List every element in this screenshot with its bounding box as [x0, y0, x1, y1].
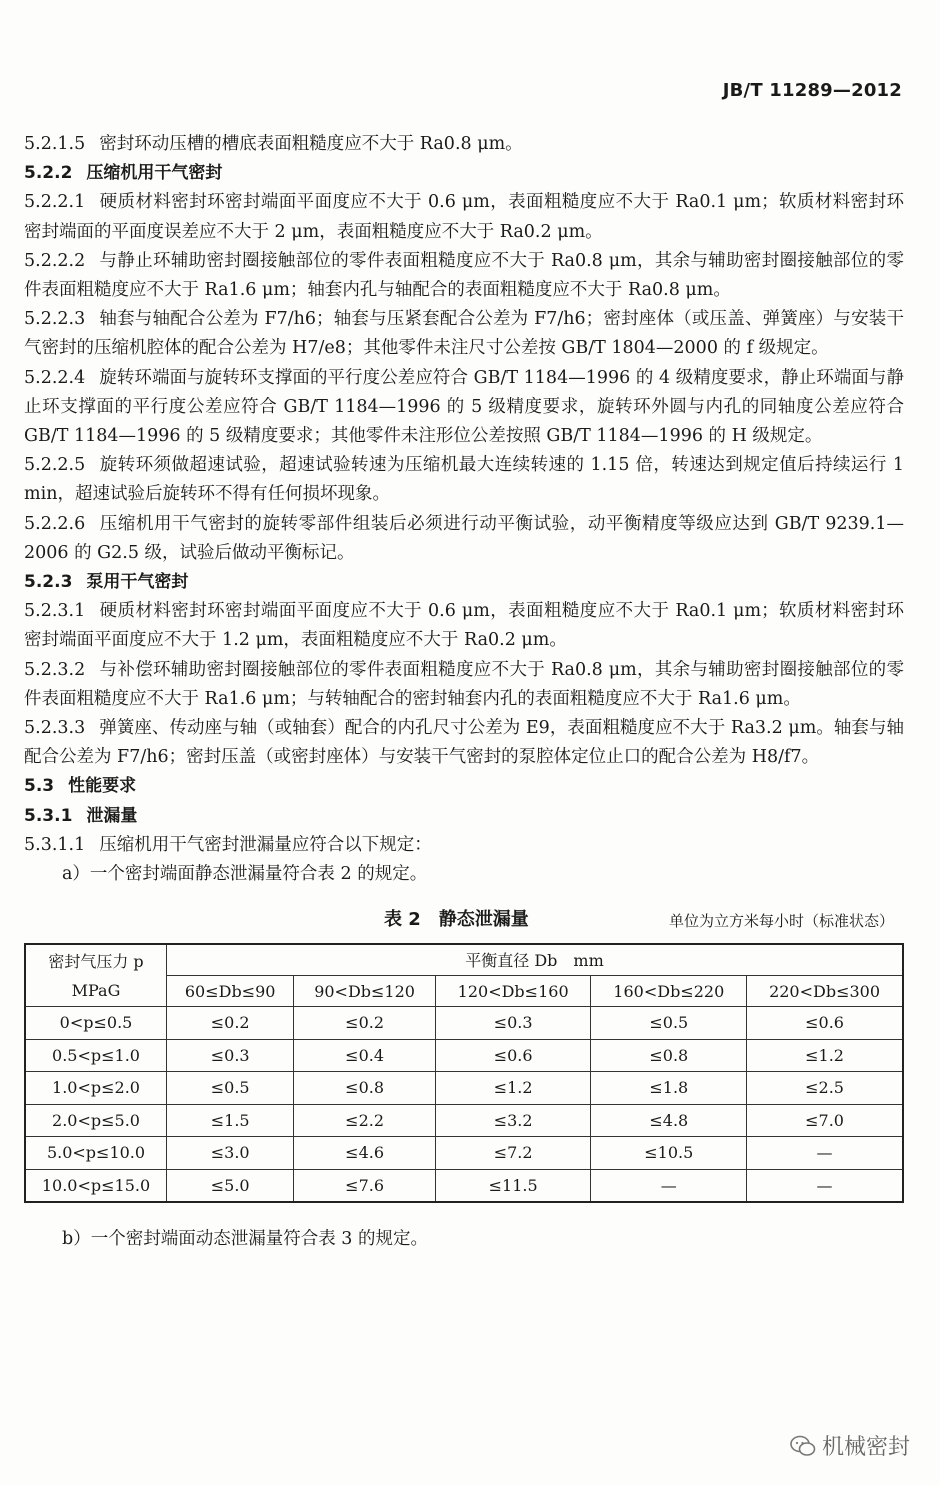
- leakage-cell: ≤4.8: [591, 1104, 747, 1137]
- leakage-cell: ≤2.2: [294, 1104, 435, 1137]
- paragraph: [24, 860, 904, 889]
- clause-number: 5.2.2: [24, 163, 73, 184]
- leakage-cell: ≤0.5: [167, 1072, 294, 1105]
- leakage-cell: —: [747, 1169, 903, 1202]
- watermark: [790, 1430, 910, 1461]
- leakage-cell: ≤0.2: [294, 1007, 435, 1040]
- leakage-cell: ≤1.2: [435, 1072, 591, 1105]
- column-header: 90<Db≤120: [294, 976, 435, 1007]
- clause-text: 弹簧座、传动座与轴（或轴套）配合的内孔尺寸公差为 E9，表面粗糙度应不大于 Ra3.2 μm。轴套与轴配合公差为 F7/h6；密封压盖（或密封座体）与安装干气密封的泵腔体定位止口的配合公差为 H8/f7。: [24, 718, 904, 768]
- leakage-cell: ≤0.8: [591, 1039, 747, 1072]
- paragraphs: [24, 130, 904, 889]
- leakage-cell: ≤7.6: [294, 1169, 435, 1202]
- pressure-header: [25, 944, 167, 1007]
- paragraph: [24, 247, 904, 305]
- table-title: 表 2 静态泄漏量: [384, 909, 529, 931]
- pressure-cell: 0.5<p≤1.0: [25, 1039, 167, 1072]
- clause-text: 泵用干气密封: [86, 572, 189, 593]
- document-body: [24, 130, 904, 1254]
- paragraph: [24, 597, 904, 655]
- leakage-cell: ≤1.2: [747, 1039, 903, 1072]
- section-heading: [24, 772, 904, 801]
- clause-text: 密封环动压槽的槽底表面粗糙度应不大于 Ra0.8 μm。: [99, 134, 523, 154]
- clause-number: 5.2.2.4: [24, 367, 86, 388]
- paragraph: [24, 510, 904, 568]
- clause-number: 5.3.1.1: [24, 834, 86, 855]
- clause-number: 5.2.2.3: [24, 309, 86, 330]
- paragraph: [24, 656, 904, 714]
- pressure-cell: 2.0<p≤5.0: [25, 1104, 167, 1137]
- table-row: [25, 1039, 903, 1072]
- leakage-cell: ≤0.2: [167, 1007, 294, 1040]
- leakage-cell: —: [747, 1137, 903, 1170]
- pressure-cell: 5.0<p≤10.0: [25, 1137, 167, 1170]
- clause-text: 轴套与轴配合公差为 F7/h6；轴套与压紧套配合公差为 F7/h6；密封座体（或压盖、弹簧座）与安装干气密封的压缩机腔体的配合公差为 H7/e8；其他零件未注尺寸公差按 GB/T 1804—2000 的 f 级规定。: [24, 309, 904, 359]
- table-caption-row: [24, 905, 904, 935]
- paragraph: [24, 831, 904, 860]
- leakage-cell: ≤3.2: [435, 1104, 591, 1137]
- leakage-cell: ≤1.5: [167, 1104, 294, 1137]
- clause-number: 5.2.1.5: [24, 134, 86, 154]
- clause-text: 旋转环端面与旋转环支撑面的平行度公差应符合 GB/T 1184—1996 的 4 级精度要求，静止环端面与静止环支撑面的平行度公差应符合 GB/T 1184—1996 的 5 级精度要求，旋转环外圆与内孔的同轴度公差应符合 GB/T 1184—1996 的 5 级精度要求；其他零件未注形位公差按照 GB/T 1184—1996 的 H 级规定。: [24, 367, 904, 447]
- diameter-group-header: 平衡直径 Db mm: [167, 944, 904, 976]
- leakage-cell: ≤0.8: [294, 1072, 435, 1105]
- leakage-cell: ≤2.5: [747, 1072, 903, 1105]
- clause-text: 硬质材料密封环密封端面平面度应不大于 0.6 μm，表面粗糙度应不大于 Ra0.1 μm；软质材料密封环密封端面的平面度误差应不大于 2 μm，表面粗糙度应不大于 Ra0.2 μm。: [24, 192, 904, 242]
- section-heading: [24, 159, 904, 188]
- leakage-cell: ≤4.6: [294, 1137, 435, 1170]
- table-unit: 单位为立方米每小时（标准状态）: [668, 912, 894, 931]
- clause-number: 5.2.3.3: [24, 718, 86, 739]
- section-heading: [24, 802, 904, 831]
- paragraph: [24, 714, 904, 772]
- column-header: 60≤Db≤90: [167, 976, 294, 1007]
- table-row: [25, 1104, 903, 1137]
- clause-number: 5.2.2.5: [24, 455, 86, 476]
- table-row: [25, 1072, 903, 1105]
- section-heading: [24, 568, 904, 597]
- leakage-cell: ≤7.2: [435, 1137, 591, 1170]
- column-header: 160<Db≤220: [591, 976, 747, 1007]
- table-row: [25, 1137, 903, 1170]
- clause-text: a）一个密封端面静态泄漏量符合表 2 的规定。: [62, 864, 428, 885]
- static-leakage-table: [24, 943, 904, 1203]
- clause-text: 与补偿环辅助密封圈接触部位的零件表面粗糙度应不大于 Ra0.8 μm，其余与辅助密封圈接触部位的零件表面粗糙度应不大于 Ra1.6 μm；与转轴配合的密封轴套内孔的表面粗糙度应不大于 Ra1.6 μm。: [24, 659, 904, 709]
- leakage-cell: ≤1.8: [591, 1072, 747, 1105]
- pressure-cell: 1.0<p≤2.0: [25, 1072, 167, 1105]
- clause-number: 5.2.3.1: [24, 601, 86, 622]
- clause-number: 5.3: [24, 776, 55, 797]
- leakage-cell: ≤10.5: [591, 1137, 747, 1170]
- clause-number: 5.2.2.1: [24, 192, 86, 213]
- paragraph: [24, 451, 904, 509]
- clause-text: 性能要求: [68, 776, 137, 797]
- leakage-cell: ≤0.6: [435, 1039, 591, 1072]
- pressure-header-line1: 密封气压力 p: [48, 951, 144, 971]
- wechat-icon: [790, 1435, 816, 1457]
- clause-number: 5.2.3: [24, 572, 73, 593]
- clause-number: 5.2.2.6: [24, 513, 86, 534]
- leakage-cell: ≤5.0: [167, 1169, 294, 1202]
- watermark-text: 机械密封: [821, 1435, 910, 1460]
- clause-text: 与静止环辅助密封圈接触部位的零件表面粗糙度应不大于 Ra0.8 μm，其余与辅助密封圈接触部位的零件表面粗糙度应不大于 Ra1.6 μm；轴套内孔与轴配合的表面粗糙度应不大于 Ra0.8 μm。: [24, 250, 904, 301]
- leakage-cell: ≤11.5: [435, 1169, 591, 1202]
- paragraph: [24, 364, 904, 452]
- paragraph-b: b）一个密封端面动态泄漏量符合表 3 的规定。: [62, 1229, 428, 1250]
- table-row: [25, 1169, 903, 1202]
- table-body: [25, 1007, 903, 1203]
- clause-text: 旋转环须做超速试验，超速试验转速为压缩机最大连续转速的 1.15 倍，转速达到规定值后持续运行 1 min，超速试验后旋转环不得有任何损坏现象。: [24, 455, 904, 505]
- clause-number: 5.2.2.2: [24, 250, 86, 271]
- leakage-cell: ≤0.3: [435, 1007, 591, 1040]
- leakage-cell: ≤7.0: [747, 1104, 903, 1137]
- clause-number: 5.2.3.2: [24, 659, 86, 680]
- leakage-cell: ≤0.6: [747, 1007, 903, 1040]
- pressure-header-line2: MPaG: [71, 980, 121, 1000]
- pressure-cell: 0<p≤0.5: [25, 1007, 167, 1040]
- clause-text: 泄漏量: [86, 805, 138, 826]
- paragraph: [24, 130, 904, 159]
- leakage-cell: ≤3.0: [167, 1137, 294, 1170]
- clause-text: 压缩机用干气密封的旋转零部件组装后必须进行动平衡试验，动平衡精度等级应达到 GB/T 9239.1—2006 的 G2.5 级，试验后做动平衡标记。: [24, 513, 904, 563]
- leakage-cell: ≤0.3: [167, 1039, 294, 1072]
- table-row: [25, 1007, 903, 1040]
- column-header: 220<Db≤300: [747, 976, 903, 1007]
- clause-text: 压缩机用干气密封泄漏量应符合以下规定：: [99, 834, 432, 855]
- column-header: 120<Db≤160: [435, 976, 591, 1007]
- leakage-cell: ≤0.5: [591, 1007, 747, 1040]
- pressure-cell: 10.0<p≤15.0: [25, 1169, 167, 1202]
- clause-text: 硬质材料密封环密封端面平面度应不大于 0.6 μm，表面粗糙度应不大于 Ra0.1 μm；软质材料密封环密封端面平面度应不大于 1.2 μm，表面粗糙度应不大于 Ra0.2 μm。: [24, 601, 904, 651]
- standard-number: JB/T 11289—2012: [722, 80, 902, 101]
- paragraph: [24, 305, 904, 363]
- clause-number: 5.3.1: [24, 805, 73, 826]
- leakage-cell: —: [591, 1169, 747, 1202]
- clause-text: 压缩机用干气密封: [86, 163, 223, 184]
- leakage-cell: ≤0.4: [294, 1039, 435, 1072]
- paragraph: [24, 188, 904, 246]
